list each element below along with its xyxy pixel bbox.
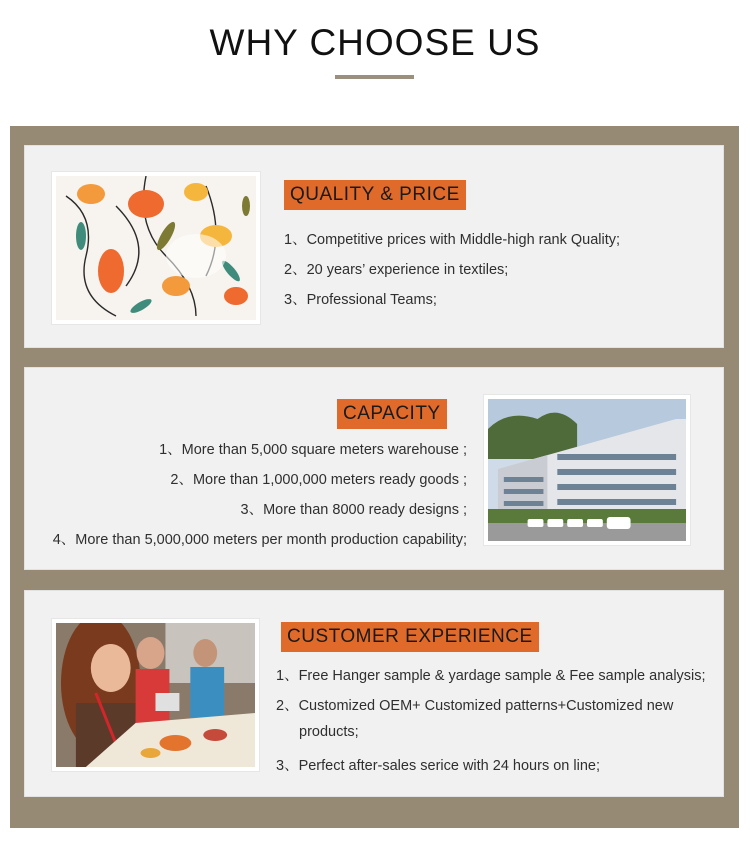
quality-line-1: 1、Competitive prices with Middle-high rank Quality; [284,232,621,248]
capacity-line-2: 2、More than 1,000,000 meters ready goods ; [170,472,467,488]
quality-line-2: 2、20 years’ experience in textiles; [284,262,509,278]
section-title-capacity: CAPACITY [337,399,447,429]
capacity-line-3: 3、More than 8000 ready designs ; [240,502,467,518]
section-title-customer-experience: CUSTOMER EXPERIENCE [281,622,539,652]
quality-line-3: 3、Professional Teams; [284,292,437,308]
title-underline [335,75,414,79]
experience-line-3: 3、Perfect after-sales serice with 24 hours on line; [276,758,600,774]
capacity-line-1: 1、More than 5,000 square meters warehouse ; [159,442,467,458]
textile-fair-photo [52,619,259,771]
experience-line-2: 2、Customized OEM+ Customized patterns+Customized new [276,698,674,714]
capacity-line-4: 4、More than 5,000,000 meters per month production capability; [52,532,467,548]
experience-line-1: 1、Free Hanger sample & yardage sample & Fee sample analysis; [276,668,706,684]
page-title: WHY CHOOSE US [209,22,541,63]
factory-building-photo [484,395,690,545]
floral-fabric-photo [52,172,260,324]
experience-line-2-continued: products; [299,724,359,740]
section-title-quality-price: QUALITY & PRICE [284,180,466,210]
